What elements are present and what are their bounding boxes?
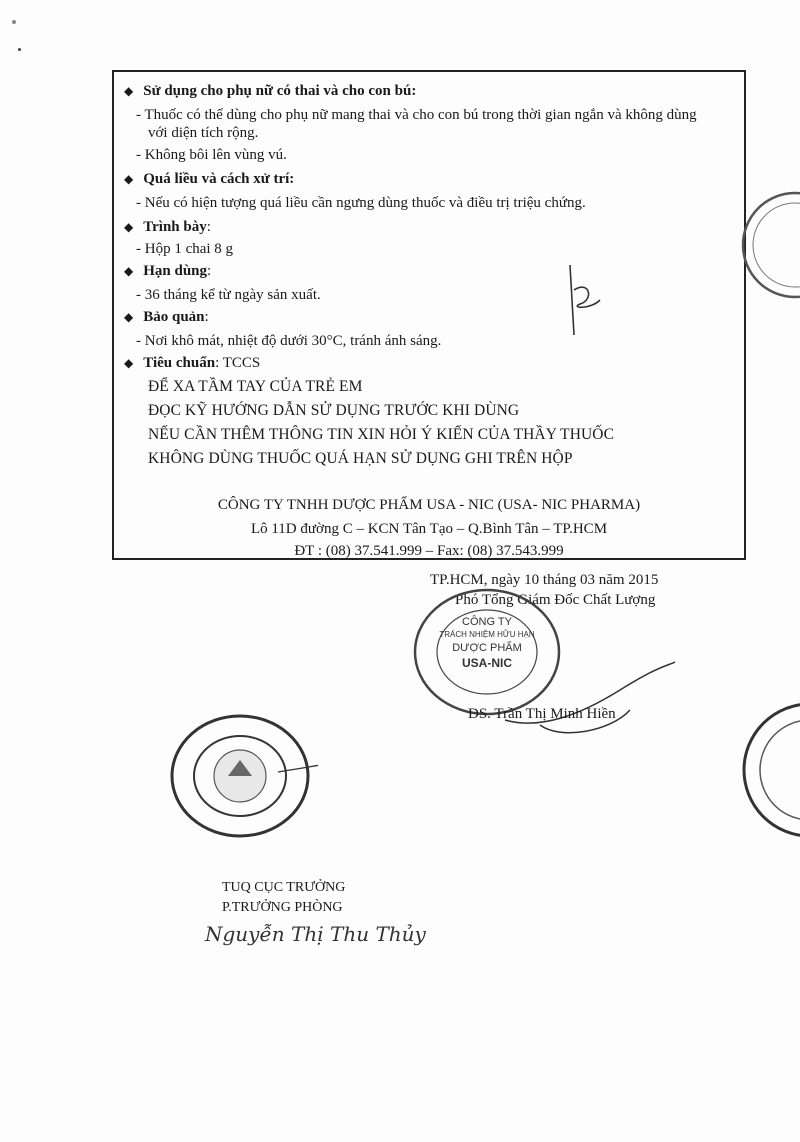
section-line: - Thuốc có thể dùng cho phụ nữ mang thai và cho con bú trong thời gian ngắn và không dùng [136, 107, 697, 123]
scan-speck [18, 48, 21, 51]
signature-date: TP.HCM, ngày 10 tháng 03 năm 2015 [430, 572, 659, 588]
diamond-bullet-icon: ◆ [124, 172, 134, 186]
section-heading-pregnancy: ◆ Sử dụng cho phụ nữ có thai và cho con bú: [124, 83, 417, 99]
section-line: - Nếu có hiện tượng quá liều cần ngưng dùng thuốc và điều trị triệu chứng. [136, 195, 586, 211]
diamond-bullet-icon: ◆ [124, 356, 134, 370]
initial-signature-icon [560, 260, 610, 340]
warning-line: KHÔNG DÙNG THUỐC QUÁ HẠN SỬ DỤNG GHI TRÊN HỘP [148, 450, 573, 467]
section-heading-storage: ◆ Bảo quản: [124, 309, 209, 325]
warning-line: NẾU CẦN THÊM THÔNG TIN XIN HỎI Ý KIẾN CỦA THẦY THUỐC [148, 426, 615, 443]
stamp-line: TRÁCH NHIỆM HỮU HẠN [439, 630, 535, 639]
section-line: - Hộp 1 chai 8 g [136, 241, 234, 257]
company-address: Lô 11D đường C – KCN Tân Tạo – Q.Bình Tân – TP.HCM [250, 521, 608, 537]
partial-seal-icon [735, 700, 800, 840]
section-line: - 36 tháng kể từ ngày sản xuất. [136, 287, 321, 303]
section-heading-presentation: ◆ Trình bày: [124, 219, 211, 235]
ministry-seal-icon [168, 712, 318, 840]
section-line: - Không bôi lên vùng vú. [136, 147, 287, 163]
section-heading-standard: ◆ Tiêu chuẩn: TCCS [124, 355, 261, 371]
section-line: với diện tích rộng. [148, 125, 259, 141]
diamond-bullet-icon: ◆ [124, 220, 134, 234]
section-heading-expiry: ◆ Hạn dùng: [124, 263, 212, 279]
section-line: - Nơi khô mát, nhiệt độ dưới 30°C, tránh ánh sáng. [136, 333, 442, 349]
warning-line: ĐỂ XA TẦM TAY CỦA TRẺ EM [148, 378, 363, 395]
signatory-name: DS. Trần Thị Minh Hiền [468, 706, 616, 722]
scan-speck [12, 20, 16, 24]
approval-line: P.TRƯỞNG PHÒNG [222, 900, 343, 915]
section-heading-overdose: ◆ Quá liều và cách xử trí: [124, 171, 295, 187]
approver-signature: Nguyễn Thị Thu Thủy [205, 922, 426, 946]
diamond-bullet-icon: ◆ [124, 84, 134, 98]
approval-line: TUQ CỤC TRƯỞNG [222, 880, 346, 895]
diamond-bullet-icon: ◆ [124, 310, 134, 324]
partial-stamp-icon [715, 190, 800, 300]
info-box [112, 70, 746, 560]
warning-line: ĐỌC KỸ HƯỚNG DẪN SỬ DỤNG TRƯỚC KHI DÙNG [148, 402, 520, 419]
stamp-line: DƯỢC PHẨM [452, 642, 522, 654]
company-phone: ĐT : (08) 37.541.999 – Fax: (08) 37.543.999 [294, 543, 564, 559]
company-name: CÔNG TY TNHH DƯỢC PHẨM USA - NIC (USA- NIC PHARMA) [217, 497, 641, 513]
signature-position: Phó Tổng Giám Đốc Chất Lượng [455, 592, 656, 608]
stamp-line: CÔNG TY [462, 616, 512, 628]
handwritten-signature-icon [500, 660, 680, 740]
diamond-bullet-icon: ◆ [124, 264, 134, 278]
stamp-line: USA-NIC [462, 656, 512, 670]
